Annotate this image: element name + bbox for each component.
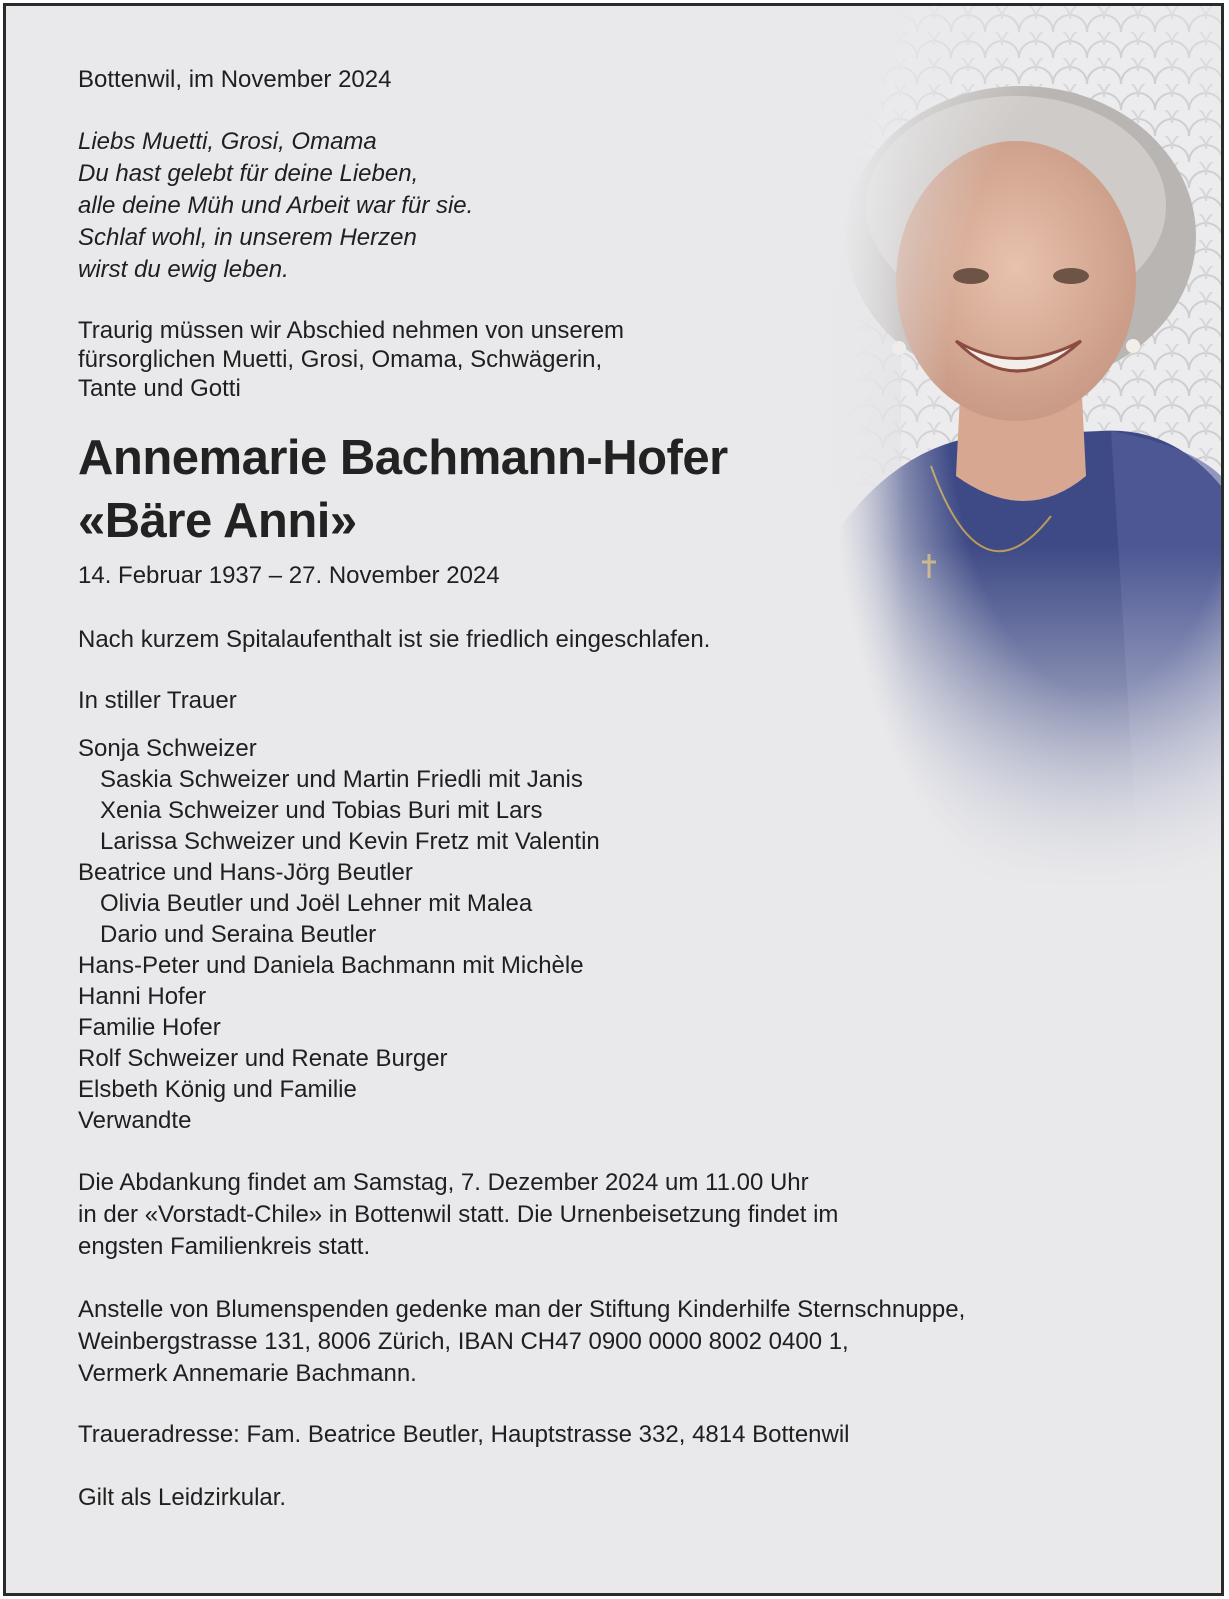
donation-line: Weinbergstrasse 131, 8006 Zürich, IBAN CH47 0900 0000 8002 0400 1,: [78, 1328, 849, 1355]
mourning-heading: In stiller Trauer: [78, 687, 237, 714]
poem-line: Schlaf wohl, in unserem Herzen: [78, 224, 417, 251]
mourner-entry: Sonja Schweizer: [78, 735, 257, 762]
mourner-entry: Beatrice und Hans-Jörg Beutler: [78, 859, 413, 886]
mourner-entry: Larissa Schweizer und Kevin Fretz mit Valentin: [100, 828, 600, 855]
poem-line: wirst du ewig leben.: [78, 256, 289, 283]
poem-line: Du hast gelebt für deine Lieben,: [78, 160, 419, 187]
obituary-notice: [3, 3, 1224, 1596]
mourner-entry: Dario und Seraina Beutler: [100, 921, 377, 948]
mourner-entry: Hans-Peter und Daniela Bachmann mit Michèle: [78, 952, 584, 979]
intro-line: fürsorglichen Muetti, Grosi, Omama, Schwägerin,: [78, 346, 603, 373]
service-line: engsten Familienkreis statt.: [78, 1233, 371, 1260]
mourner-entry: Verwandte: [78, 1107, 192, 1134]
mourner-entry: Saskia Schweizer und Martin Friedli mit Janis: [100, 766, 583, 793]
mourning-address: Traueradresse: Fam. Beatrice Beutler, Hauptstrasse 332, 4814 Bottenwil: [78, 1421, 850, 1448]
dateline: Bottenwil, im November 2024: [78, 66, 392, 93]
mourner-entry: Olivia Beutler und Joël Lehner mit Malea: [100, 890, 533, 917]
intro-line: Tante und Gotti: [78, 375, 241, 402]
poem-line: Liebs Muetti, Grosi, Omama: [78, 128, 377, 155]
circular-note: Gilt als Leidzirkular.: [78, 1484, 287, 1511]
mourner-entry: Xenia Schweizer und Tobias Buri mit Lars: [100, 797, 543, 824]
deceased-nickname: «Bäre Anni»: [78, 494, 357, 548]
passing-note: Nach kurzem Spitalaufenthalt ist sie friedlich eingeschlafen.: [78, 626, 711, 653]
portrait-photo: [781, 6, 1221, 906]
service-line: Die Abdankung findet am Samstag, 7. Dezember 2024 um 11.00 Uhr: [78, 1169, 809, 1196]
mourner-entry: Rolf Schweizer und Renate Burger: [78, 1045, 448, 1072]
service-line: in der «Vorstadt-Chile» in Bottenwil statt. Die Urnenbeisetzung findet im: [78, 1201, 839, 1228]
deceased-name: Annemarie Bachmann-Hofer: [78, 431, 728, 485]
intro-line: Traurig müssen wir Abschied nehmen von unserem: [78, 317, 625, 344]
life-dates: 14. Februar 1937 – 27. November 2024: [78, 562, 500, 589]
portrait-image: [781, 6, 1221, 906]
poem-line: alle deine Müh und Arbeit war für sie.: [78, 192, 474, 219]
donation-line: Vermerk Annemarie Bachmann.: [78, 1360, 417, 1387]
mourner-entry: Hanni Hofer: [78, 983, 207, 1010]
mourner-entry: Familie Hofer: [78, 1014, 221, 1041]
mourner-entry: Elsbeth König und Familie: [78, 1076, 357, 1103]
donation-line: Anstelle von Blumenspenden gedenke man der Stiftung Kinderhilfe Sternschnuppe,: [78, 1296, 966, 1323]
